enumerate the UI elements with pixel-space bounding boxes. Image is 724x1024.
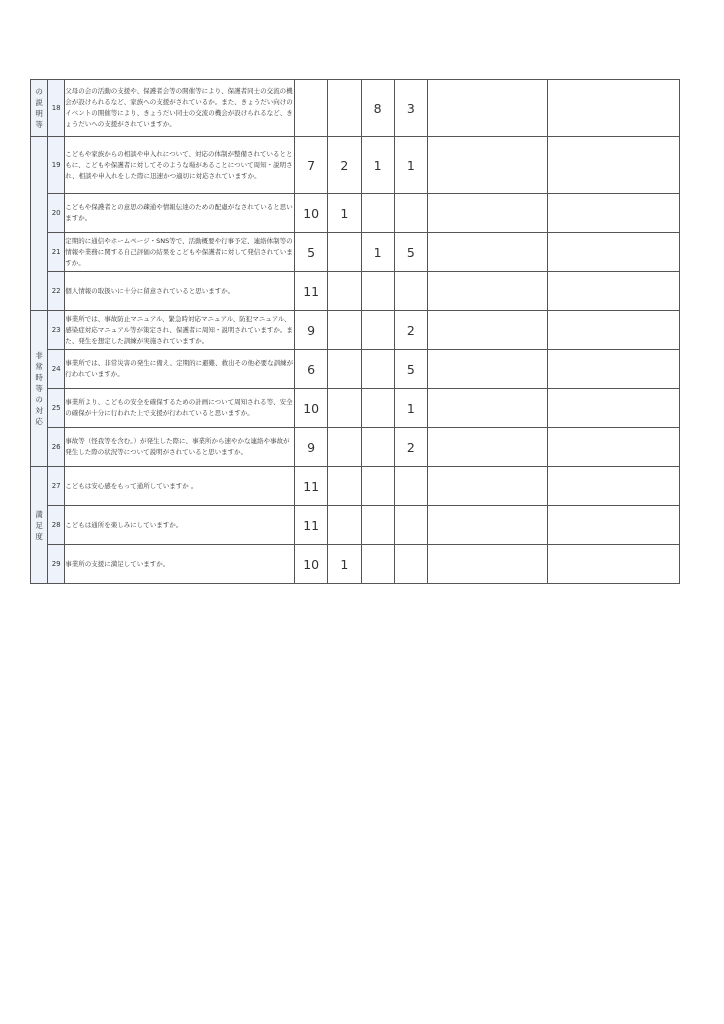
count-cell: 8 <box>361 80 394 137</box>
table-row <box>31 137 680 194</box>
count-cell: 1 <box>328 545 361 584</box>
question-text: こどもや保護者との意思の疎通や情報伝達のための配慮がなされていると思いますか。 <box>65 194 295 233</box>
comment-cell <box>428 194 548 233</box>
row-number: 21 <box>48 233 65 272</box>
count-cell: 9 <box>295 428 328 467</box>
question-text: 事業所の支援に満足していますか。 <box>65 545 295 584</box>
count-cell <box>328 272 361 311</box>
row-number: 23 <box>48 311 65 350</box>
comment-cell <box>547 545 679 584</box>
survey-table <box>30 79 680 584</box>
count-cell <box>295 80 328 137</box>
row-number: 28 <box>48 506 65 545</box>
table-row <box>31 389 680 428</box>
comment-cell <box>547 428 679 467</box>
count-cell <box>394 545 427 584</box>
category-char: 明 <box>35 109 43 118</box>
count-cell <box>361 311 394 350</box>
count-cell: 2 <box>328 137 361 194</box>
count-cell: 1 <box>394 389 427 428</box>
count-cell: 11 <box>295 506 328 545</box>
count-cell <box>394 272 427 311</box>
question-text: 個人情報の取扱いに十分に留意されていると思いますか。 <box>65 272 295 311</box>
table-row <box>31 80 680 137</box>
table-row <box>31 194 680 233</box>
count-cell: 7 <box>295 137 328 194</box>
row-number: 29 <box>48 545 65 584</box>
comment-cell <box>547 80 679 137</box>
category-explain <box>31 80 48 137</box>
count-cell: 5 <box>394 233 427 272</box>
count-cell: 10 <box>295 389 328 428</box>
question-text: 事故等（怪我等を含む。）が発生した際に、事業所から速やかな連絡や事故が発生した際の状況等について説明がされていると思いますか。 <box>65 428 295 467</box>
count-cell <box>394 194 427 233</box>
category-char: の <box>35 395 43 404</box>
comment-cell <box>428 80 548 137</box>
row-number: 25 <box>48 389 65 428</box>
question-text: こどもは安心感をもって通所していますか 。 <box>65 467 295 506</box>
count-cell <box>394 506 427 545</box>
row-number: 19 <box>48 137 65 194</box>
count-cell <box>328 233 361 272</box>
category-char: 非 <box>35 351 43 360</box>
count-cell <box>361 272 394 311</box>
category-char: 等 <box>35 384 43 393</box>
question-text: 事業所では、非常災害の発生に備え、定期的に避難、救出その他必要な訓練が行われていますか。 <box>65 350 295 389</box>
comment-cell <box>547 311 679 350</box>
count-cell <box>328 350 361 389</box>
row-number: 18 <box>48 80 65 137</box>
count-cell <box>361 506 394 545</box>
count-cell: 1 <box>394 137 427 194</box>
category-satisfaction <box>31 467 48 584</box>
comment-cell <box>547 137 679 194</box>
count-cell <box>328 467 361 506</box>
count-cell <box>328 428 361 467</box>
comment-cell <box>547 389 679 428</box>
category-char: 等 <box>35 120 43 129</box>
category-char: 常 <box>35 362 43 371</box>
count-cell <box>361 194 394 233</box>
count-cell <box>394 467 427 506</box>
count-cell <box>328 80 361 137</box>
row-number: 27 <box>48 467 65 506</box>
table-row <box>31 233 680 272</box>
category-char: 満 <box>35 509 43 519</box>
comment-cell <box>547 467 679 506</box>
count-cell: 1 <box>361 233 394 272</box>
count-cell <box>328 311 361 350</box>
comment-cell <box>428 311 548 350</box>
count-cell: 11 <box>295 467 328 506</box>
count-cell: 3 <box>394 80 427 137</box>
category-char: 応 <box>35 417 43 426</box>
row-number: 24 <box>48 350 65 389</box>
comment-cell <box>428 467 548 506</box>
question-text: 定期的に通信やホームページ・SNS等で、活動概要や行事予定、連絡体制等の情報や業務に関する自己評価の結果をこどもや保護者に対して発信されていますか。 <box>65 233 295 272</box>
category-char: 度 <box>35 531 43 541</box>
comment-cell <box>428 389 548 428</box>
question-text: 事業所では、事故防止マニュアル、緊急時対応マニュアル、防犯マニュアル、感染症対応マニュアル等が策定され、保護者に周知・説明されていますか。また、発生を想定した訓練が実施されていますか。 <box>65 311 295 350</box>
count-cell <box>328 389 361 428</box>
count-cell: 10 <box>295 194 328 233</box>
count-cell: 5 <box>295 233 328 272</box>
count-cell: 9 <box>295 311 328 350</box>
category-emergency <box>31 311 48 467</box>
category-char: 足 <box>35 520 43 530</box>
question-text: 事業所より、こどもの安全を確保するための計画について周知される等、安全の確保が十分に行われた上で支援が行われていると思いますか。 <box>65 389 295 428</box>
count-cell <box>361 545 394 584</box>
count-cell: 2 <box>394 428 427 467</box>
comment-cell <box>428 272 548 311</box>
count-cell: 6 <box>295 350 328 389</box>
question-text: こどもは通所を楽しみにしていますか。 <box>65 506 295 545</box>
count-cell: 2 <box>394 311 427 350</box>
category-char: 説 <box>35 98 43 107</box>
comment-cell <box>428 350 548 389</box>
comment-cell <box>547 350 679 389</box>
comment-cell <box>428 137 548 194</box>
count-cell <box>361 389 394 428</box>
comment-cell <box>428 428 548 467</box>
count-cell: 11 <box>295 272 328 311</box>
category-blank <box>31 137 48 311</box>
question-text: 父母の会の活動の支援や、保護者会等の開催等により、保護者同士の交流の機会が設けられるなど、家族への支援がされているか。また、きょうだい向けのイベントの開催等により、きょうだい同士の交流の機会が設けられるなど、きょうだいへの支援がされていますか。 <box>65 80 295 137</box>
table-row <box>31 506 680 545</box>
category-char: 対 <box>35 406 43 415</box>
row-number: 26 <box>48 428 65 467</box>
table-row <box>31 272 680 311</box>
row-number: 22 <box>48 272 65 311</box>
count-cell <box>361 428 394 467</box>
table-row <box>31 311 680 350</box>
count-cell: 5 <box>394 350 427 389</box>
comment-cell <box>547 233 679 272</box>
comment-cell <box>428 233 548 272</box>
comment-cell <box>547 506 679 545</box>
table-row <box>31 545 680 584</box>
comment-cell <box>547 194 679 233</box>
count-cell <box>361 467 394 506</box>
count-cell <box>361 350 394 389</box>
category-char: の <box>35 87 43 96</box>
count-cell: 10 <box>295 545 328 584</box>
count-cell: 1 <box>361 137 394 194</box>
question-text: こどもや家族からの相談や申入れについて、対応の体制が整備されているとともに、こどもや保護者に対してそのような場があることについて周知・説明され、相談や申入れをした際に迅速かつ適切に対応されていますか。 <box>65 137 295 194</box>
comment-cell <box>428 545 548 584</box>
comment-cell <box>547 272 679 311</box>
comment-cell <box>428 506 548 545</box>
category-char: 時 <box>35 373 43 382</box>
table-row <box>31 467 680 506</box>
table-row <box>31 428 680 467</box>
count-cell <box>328 506 361 545</box>
row-number: 20 <box>48 194 65 233</box>
count-cell: 1 <box>328 194 361 233</box>
table-row <box>31 350 680 389</box>
